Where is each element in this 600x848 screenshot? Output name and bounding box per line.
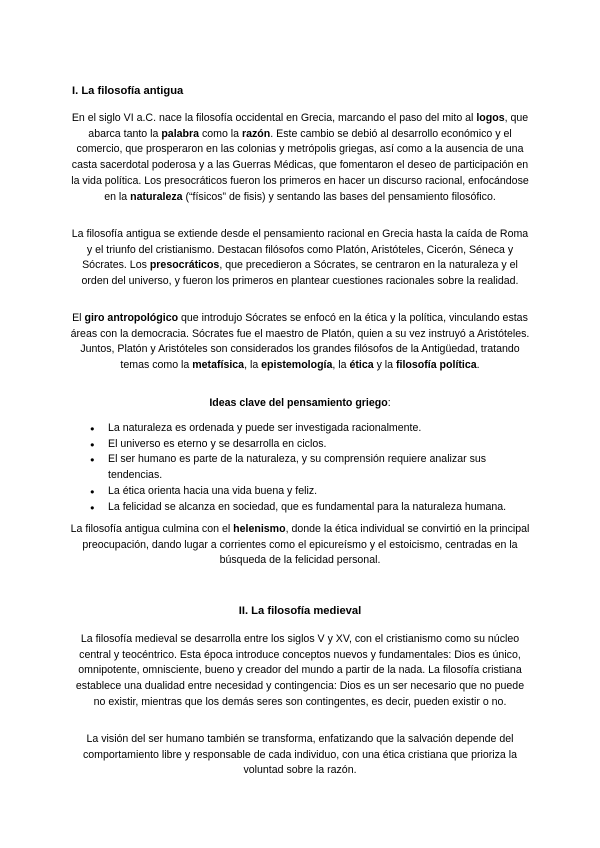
bold-term: filosofía política [396,359,477,372]
list-item: ● El ser humano es parte de la naturaleza, y su comprensión requiere analizar sus tendencias. [82,452,522,483]
section-2-paragraph-1: La filosofía medieval se desarrolla entre los siglos V y XV, con el cristianismo como su núcleo central y teocéntrico. Esta época introduce conceptos nuevos y fundamentales: Dios es único, omnipotente, omnisciente, bueno y creador del mundo a partir de la nada. La filosofía cristiana establece una dualidad entre necesidad y contingencia: Dios es un ser necesario que no puede no existir, mientras que los demás seres son contingentes, es decir, pueden existir o no. [75,633,525,708]
ideas-list [82,421,522,515]
bold-term: metafísica [192,359,245,372]
section-2-heading: II. La filosofía medieval [238,605,362,617]
section-1-heading: I. La filosofía antigua [72,85,184,97]
bold-term: naturaleza [130,190,183,203]
bold-term: palabra [161,127,200,140]
section-2-paragraph-2: La visión del ser humano también se transforma, enfatizando que la salvación depende del comportamiento libre y responsable de cada individuo, con una ética cristiana que prioriza la voluntad sobre la razón. [82,733,517,777]
section-1-paragraph-1: En el siglo VI a.C. nace la filosofía occidental en Grecia, marcando el paso del mito al logos, que abarca tanto la palabra como la razón. Este cambio se debió al desarrollo económico y el comercio, que prosperaron en las colonias y metrópolis griegas, así como a la ausencia de una casta sacerdotal poderosa y a las Guerras Médicas, que fomentaron el deseo de participación en la vida política. Los presocráticos fueron los primeros en hacer un discurso racional, enfocándose en la naturaleza (“físicos” de fisis) y sentando las bases del pensamiento filosófico. [71,112,529,203]
list-item: ● La naturaleza es ordenada y puede ser investigada racionalmente. [82,421,522,437]
bold-term: presocráticos [149,259,220,272]
ideas-title [70,396,530,412]
list-item: ● El universo es eterno y se desarrolla en ciclos. [82,437,522,453]
bold-term: epistemología [261,359,333,372]
section-1-paragraph-2: La filosofía antigua se extiende desde el pensamiento racional en Grecia hasta la caída de Roma y el triunfo del cristianismo. Destacan filósofos como Platón, Aristóteles, Cicerón, Séneca y Sócrates. Los presocráticos, que precedieron a Sócrates, se centraron en la naturaleza y el orden del universo, y fueron los primeros en plantear cuestiones racionales sobre la realidad. [71,228,529,288]
bold-term: razón [242,127,271,140]
section-1-paragraph-3: El giro antropológico que introdujo Sócrates se enfocó en la ética y la política, vinculando estas áreas con la democracia. Sócrates fue el maestro de Platón, quien a su vez instruyó a Aristóteles. Juntos, Platón y Aristóteles son considerados los grandes filósofos de la Antigüedad, tratando temas como la metafísica, la epistemología, la ética y la filosofía política. [70,312,530,372]
section-1-paragraph-4: La filosofía antigua culmina con el helenismo, donde la ética individual se convirtió en la principal preocupación, dando lugar a corrientes como el epicureísmo y el estoicismo, centradas en la búsqueda de la felicidad personal. [70,523,530,567]
list-item: ● La felicidad se alcanza en sociedad, que es fundamental para la naturaleza humana. [82,500,522,516]
bold-term: logos [476,112,505,124]
list-item: ● La ética orienta hacia una vida buena y feliz. [82,484,522,500]
ideas-title-colon: : [387,397,391,409]
ideas-title-text: Ideas clave del pensamiento griego [209,397,388,409]
bold-term: ética [349,359,374,372]
bold-term: helenismo [233,523,286,535]
bold-term: giro antropológico [84,312,179,324]
